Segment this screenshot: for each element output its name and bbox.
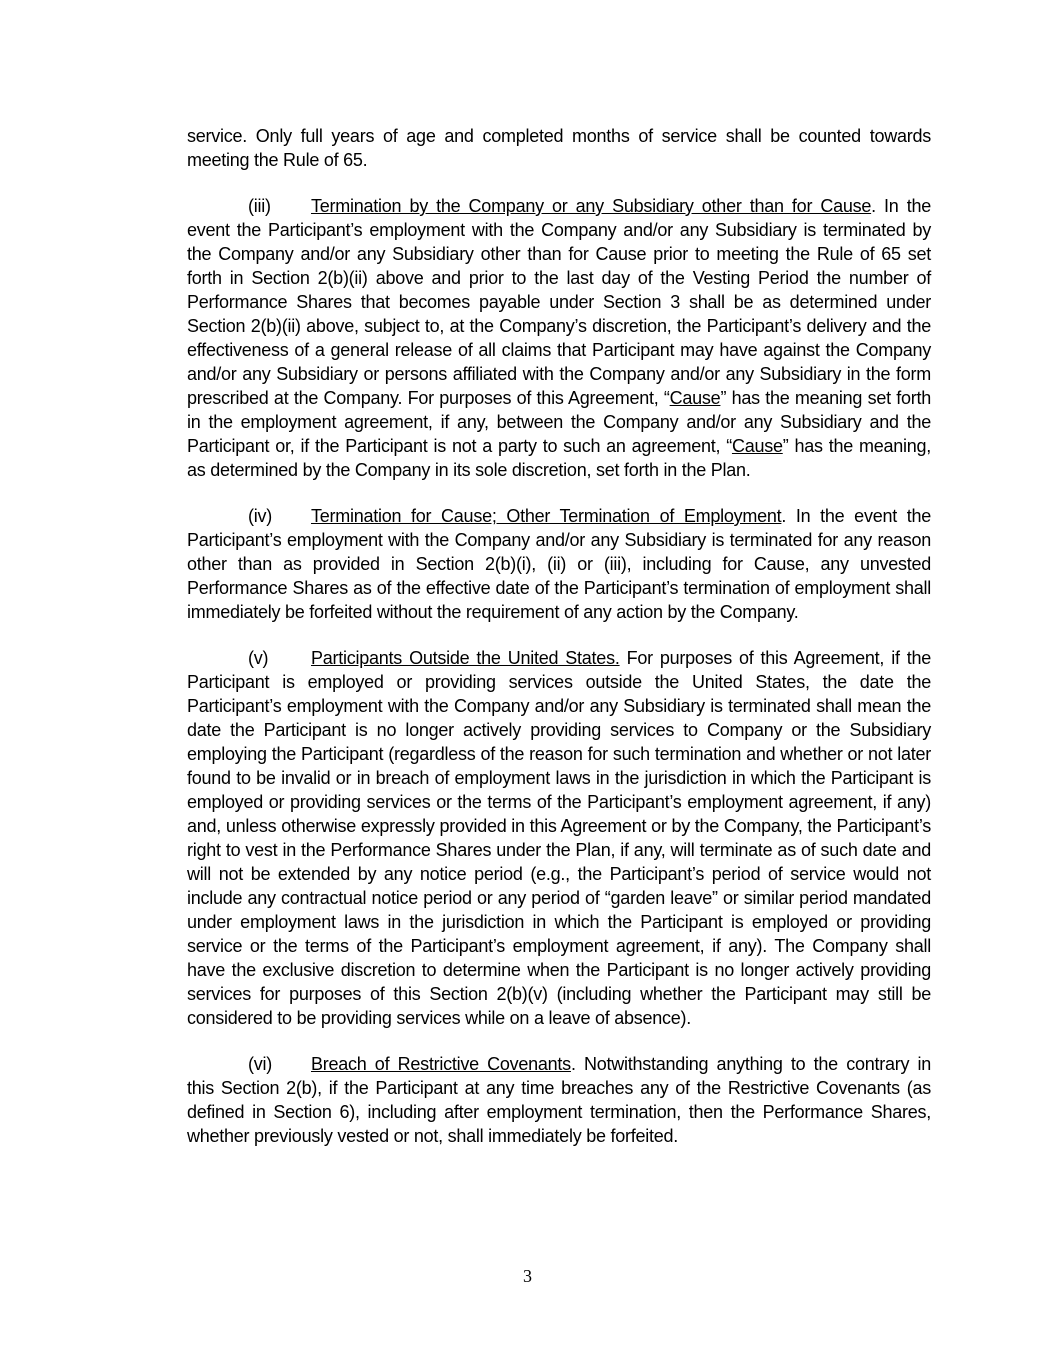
section-text: . In the event the Participant’s employment with the Company and/or any Subsidiary is terminated by the Company and/or any Subsidiary other than for Cause prior to meeting the Rule of 65 set forth in Section 2(b)(ii) above and prior to the last day of the Vesting Period the number of Performance Shares that becomes payable under Section 3 shall be as determined under Section 2(b)(ii) above, subject to, at the Company’s discretion, the Participant’s delivery and the effectiveness of a general release of all claims that Participant may have against the Company and/or any Subsidiary or persons affiliated with the Company and/or any Subsidiary in the form prescribed at the Company. For purposes of this Agreement, “ (187, 196, 931, 408)
section-text: ” has the meaning set forth in the employment agreement, if any, between the Company and/or any Subsidiary and the Participant or, if the Participant is not a party to such an agreement, “ (187, 388, 931, 456)
section-number: (iii) (248, 196, 271, 216)
section-heading: Breach of Restrictive Covenants (311, 1054, 571, 1074)
section-iii (187, 194, 931, 482)
section-text: For purposes of this Agreement, if the Participant is employed or providing services outside the United States, the date the Participant’s employment with the Company and/or any Subsidiary is terminated shall mean the date the Participant is no longer actively providing services to Company or the Subsidiary employing the Participant (regardless of the reason for such termination and whether or not later found to be invalid or in breach of employment laws in the jurisdiction in which the Participant is employed or providing services or the terms of the Participant’s employment agreement, if any) and, unless otherwise expressly provided in this Agreement or by the Company, the Participant’s right to vest in the Performance Shares under the Plan, if any, will terminate as of such date and will not be extended by any notice period (e.g., the Participant’s period of service would not include any contractual notice period or any period of “garden leave” or similar period mandated under employment laws in the jurisdiction in which the Participant is employed or providing service or the terms of the Participant’s employment agreement, if any). The Company shall have the exclusive discretion to determine when the Participant is no longer actively providing services for purposes of this Section 2(b)(v) (including whether the Participant may still be considered to be providing services while on a leave of absence). (187, 648, 932, 1028)
section-number: (iv) (248, 506, 272, 526)
section-number: (v) (248, 648, 269, 668)
document-page (187, 124, 931, 1170)
section-text: ” has the meaning, as determined by the Company in its sole discretion, set forth in the Plan. (187, 436, 931, 480)
paragraph-continuation (187, 124, 931, 172)
section-number: (vi) (248, 1054, 272, 1074)
paragraph-text: service. Only full years of age and completed months of service shall be counted towards meeting the Rule of 65. (187, 126, 931, 170)
defined-term-cause: Cause (731, 436, 783, 456)
section-text: . In the event the Participant’s employment with the Company and/or any Subsidiary is terminated for any reason other than as provided in Section 2(b)(i), (ii) or (iii), including for Cause, any unvested Performance Shares as of the effective date of the Participant’s termination of employment shall immediately be forfeited without the requirement of any action by the Company. (187, 506, 931, 622)
section-heading: Termination by the Company or any Subsidiary other than for Cause (311, 196, 872, 216)
section-v (187, 646, 931, 1030)
defined-term-cause: Cause (669, 388, 721, 408)
section-vi (187, 1052, 931, 1148)
section-heading: Termination for Cause; Other Termination of Employment (311, 506, 782, 526)
section-iv (187, 504, 931, 624)
section-heading: Participants Outside the United States. (311, 648, 620, 668)
section-text: . Notwithstanding anything to the contrary in this Section 2(b), if the Participant at any time breaches any of the Restrictive Covenants (as defined in Section 6), including after employment termination, then the Performance Shares, whether previously vested or not, shall immediately be forfeited. (187, 1054, 932, 1146)
page-number: 3 (523, 1266, 532, 1286)
